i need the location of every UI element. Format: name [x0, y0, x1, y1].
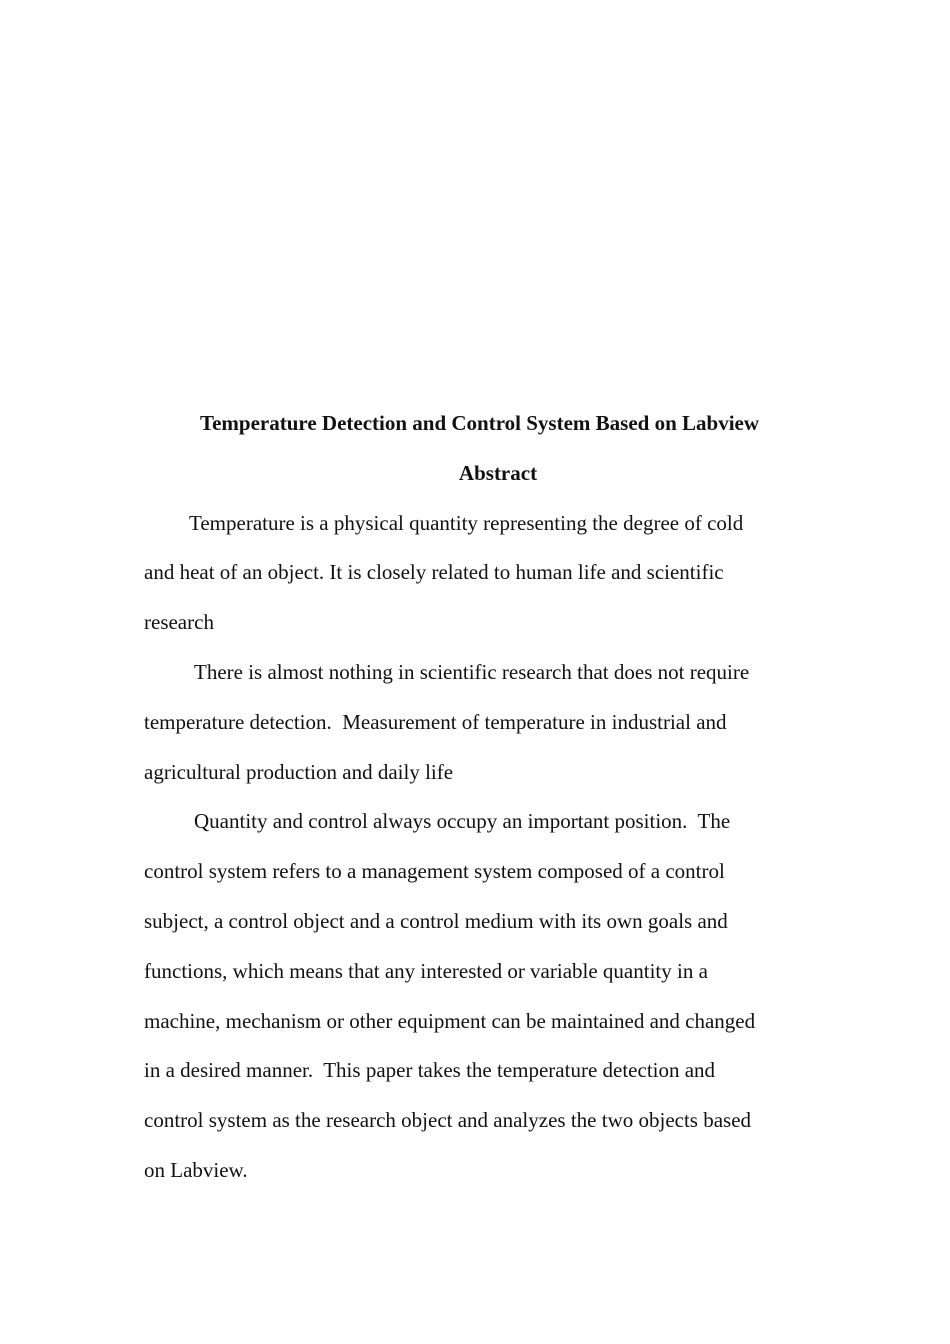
paragraph-line: and heat of an object. It is closely related to human life and scientific — [144, 560, 724, 585]
paragraph-line: control system as the research object and analyzes the two objects based — [144, 1108, 752, 1133]
document-title: Temperature Detection and Control System Based on Labview — [200, 411, 760, 435]
paragraph-line: research — [144, 610, 214, 635]
paragraph-line: subject, a control object and a control medium with its own goals and — [144, 908, 728, 933]
document-body — [144, 399, 804, 1196]
paragraph-line: control system refers to a management system composed of a control — [144, 859, 725, 884]
paragraph-3 — [144, 797, 804, 1195]
paragraph-line: on Labview. — [144, 1157, 248, 1182]
paragraph-line: agricultural production and daily life — [144, 759, 454, 784]
paragraph-1 — [144, 499, 804, 648]
abstract-heading: Abstract — [458, 460, 538, 485]
paragraph-line: functions, which means that any interested or variable quantity in a — [144, 958, 708, 983]
paragraph-line: temperature detection. Measurement of temperature in industrial and — [144, 709, 727, 734]
paragraph-line: machine, mechanism or other equipment can be maintained and changed — [144, 1008, 756, 1033]
paragraph-line: in a desired manner. This paper takes the temperature detection and — [144, 1058, 716, 1083]
paragraph-line: Temperature is a physical quantity representing the degree of cold — [189, 510, 744, 535]
paragraph-2 — [144, 648, 804, 797]
paragraph-line: There is almost nothing in scientific research that does not require — [194, 659, 750, 684]
paragraph-line: Quantity and control always occupy an important position. The — [194, 809, 731, 834]
